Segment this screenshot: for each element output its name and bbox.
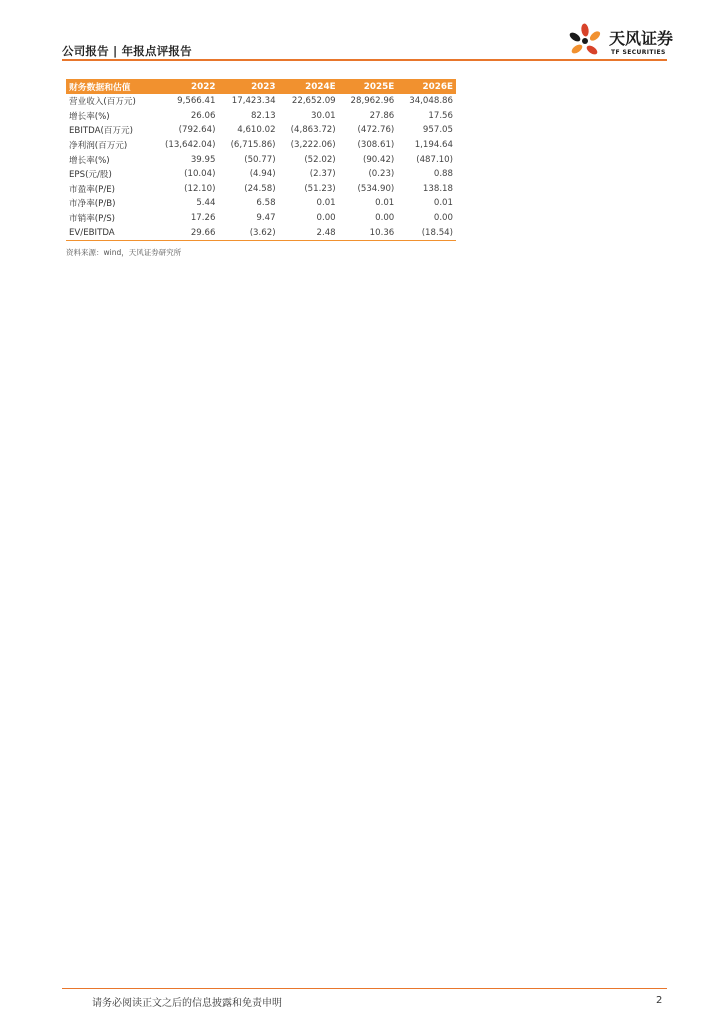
table-row (66, 167, 456, 182)
row-label: 增长率(%) (69, 111, 110, 122)
row-label: 净利润(百万元) (69, 141, 128, 152)
table-cell: 29.66 (152, 225, 219, 240)
report-type-title: 公司报告 | 年报点评报告 (62, 44, 192, 58)
table-row (66, 196, 456, 211)
table-header-row (66, 79, 456, 94)
column-header: 2022 (152, 79, 219, 94)
row-label: EPS(元/股) (69, 170, 112, 181)
table-cell: (10.04) (184, 169, 216, 180)
row-label: 营业收入(百万元) (69, 97, 136, 108)
footer-divider (62, 988, 667, 989)
table-cell: (0.23) (368, 169, 395, 180)
logo-chinese-name: 天风证券 (609, 29, 674, 48)
table-cell: 0.01 (433, 198, 453, 209)
table-cell: 34,048.86 (409, 96, 453, 107)
header-divider (62, 59, 667, 61)
table-cell: 0.01 (375, 198, 395, 209)
table-row (66, 123, 456, 138)
table-cell: (4,863.72) (290, 125, 336, 136)
table-cell: (2.37) (309, 169, 336, 180)
table-cell: 138.18 (422, 183, 453, 194)
table-cell: 0.00 (375, 213, 395, 224)
table-cell: 6.58 (256, 198, 276, 209)
table-cell: 0.00 (433, 213, 453, 224)
table-row (66, 138, 456, 153)
table-cell: (51.23) (304, 183, 336, 194)
table-cell: (472.76) (357, 125, 395, 136)
column-header: 2024E (279, 79, 339, 94)
table-cell: 957.05 (422, 125, 453, 136)
column-header: 2025E (339, 79, 398, 94)
financial-valuation-table (66, 79, 456, 241)
disclaimer-notice: 请务必阅读正文之后的信息披露和免责申明 (92, 998, 282, 1009)
column-header: 财务数据和估值 (66, 79, 152, 94)
table-cell: 4,610.02 (237, 125, 276, 136)
table-cell: (50.77) (244, 154, 276, 165)
row-label: 市净率(P/B) (69, 199, 116, 210)
table-cell: 22,652.09 (291, 96, 336, 107)
table-cell: (3,222.06) (290, 140, 336, 151)
table-row (66, 109, 456, 124)
row-label: EBITDA(百万元) (69, 126, 133, 137)
row-label: 市盈率(P/E) (69, 184, 115, 195)
table-cell: 9.47 (256, 213, 276, 224)
table-cell: 82.13 (250, 110, 276, 121)
data-source-note: 资料来源：wind，天风证券研究所 (66, 248, 182, 257)
column-header: 2026E (397, 79, 456, 94)
table-cell: 10.36 (339, 225, 398, 240)
table-row (66, 182, 456, 197)
table-cell: (13,642.04) (165, 140, 216, 151)
table-cell: 2.48 (279, 225, 339, 240)
table-cell: (18.54) (397, 225, 456, 240)
table-row (66, 211, 456, 226)
table-cell: 0.00 (316, 213, 336, 224)
table-cell: 17.26 (190, 213, 216, 224)
table-cell: 27.86 (369, 110, 395, 121)
table-cell: (24.58) (244, 183, 276, 194)
brand-logo (568, 22, 678, 62)
table-cell: (52.02) (304, 154, 336, 165)
table-cell: 26.06 (190, 110, 216, 121)
table-cell: (792.64) (178, 125, 216, 136)
table-cell: 17.56 (428, 110, 453, 121)
table-cell: 0.01 (316, 198, 336, 209)
column-header: 2023 (218, 79, 278, 94)
row-label: 市销率(P/S) (69, 214, 116, 225)
table-row (66, 152, 456, 167)
row-label: EV/EBITDA (66, 225, 152, 240)
row-label: 增长率(%) (69, 155, 110, 166)
table-cell: 1,194.64 (414, 140, 453, 151)
table-cell: (6,715.86) (230, 140, 276, 151)
table-cell: (90.42) (362, 154, 395, 165)
table-cell: (534.90) (357, 183, 395, 194)
table-cell: 9,566.41 (177, 96, 216, 107)
table-cell: 17,423.34 (231, 96, 276, 107)
logo-english-name: TF SECURITIES (611, 49, 666, 56)
table-cell: 39.95 (190, 154, 216, 165)
table-cell: 0.88 (433, 169, 453, 180)
flower-logo-icon (568, 22, 608, 62)
table-row (66, 94, 456, 109)
table-cell: (308.61) (357, 140, 395, 151)
table-row (66, 225, 456, 240)
table-cell: (12.10) (184, 183, 216, 194)
table-cell: 5.44 (196, 198, 216, 209)
table-cell: (4.94) (249, 169, 276, 180)
table-cell: 30.01 (311, 110, 336, 121)
table-cell: (487.10) (416, 154, 453, 165)
table-cell: 28,962.96 (350, 96, 395, 107)
table-cell: (3.62) (218, 225, 278, 240)
page-number: 2 (656, 995, 663, 1006)
